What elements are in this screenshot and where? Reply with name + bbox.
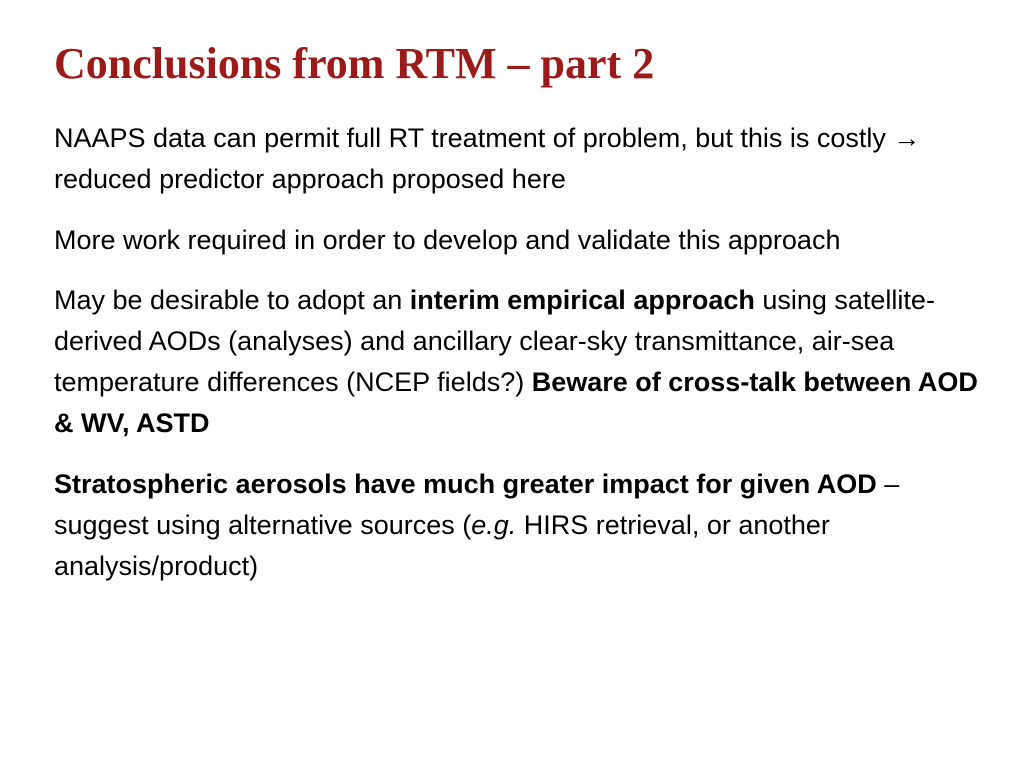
interim-intro-text: May be desirable to adopt an (54, 285, 410, 315)
paragraph-naaps-text: NAAPS data can permit full RT treatment of problem, but this is costly → reduced predictor approach proposed here (54, 123, 921, 194)
interim-approach-emphasis: interim empirical approach (409, 285, 755, 315)
cross-talk-warning: Beware of cross-talk between AOD & WV, ASTD (54, 367, 978, 438)
paragraph-stratospheric-aerosols (54, 464, 984, 587)
hirs-retrieval-text: HIRS retrieval, or another analysis/product) (54, 510, 830, 581)
slide-title: Conclusions from RTM – part 2 (54, 39, 655, 88)
eg-abbreviation: e.g. (471, 510, 517, 540)
paragraph-interim-approach (54, 280, 984, 444)
suggest-sources-text: – suggest using alternative sources ( (54, 469, 900, 540)
interim-details-text: using satellite-derived AODs (analyses) and ancillary clear-sky transmittance, air-sea temperature differences (NCEP fields?) (54, 285, 935, 397)
paragraph-naaps-data (54, 118, 984, 200)
stratospheric-emphasis: Stratospheric aerosols have much greater impact for given AOD (54, 469, 877, 499)
paragraph-more-work-text: More work required in order to develop and validate this approach (54, 225, 841, 255)
paragraph-more-work (54, 220, 984, 261)
slide-body (54, 118, 984, 607)
